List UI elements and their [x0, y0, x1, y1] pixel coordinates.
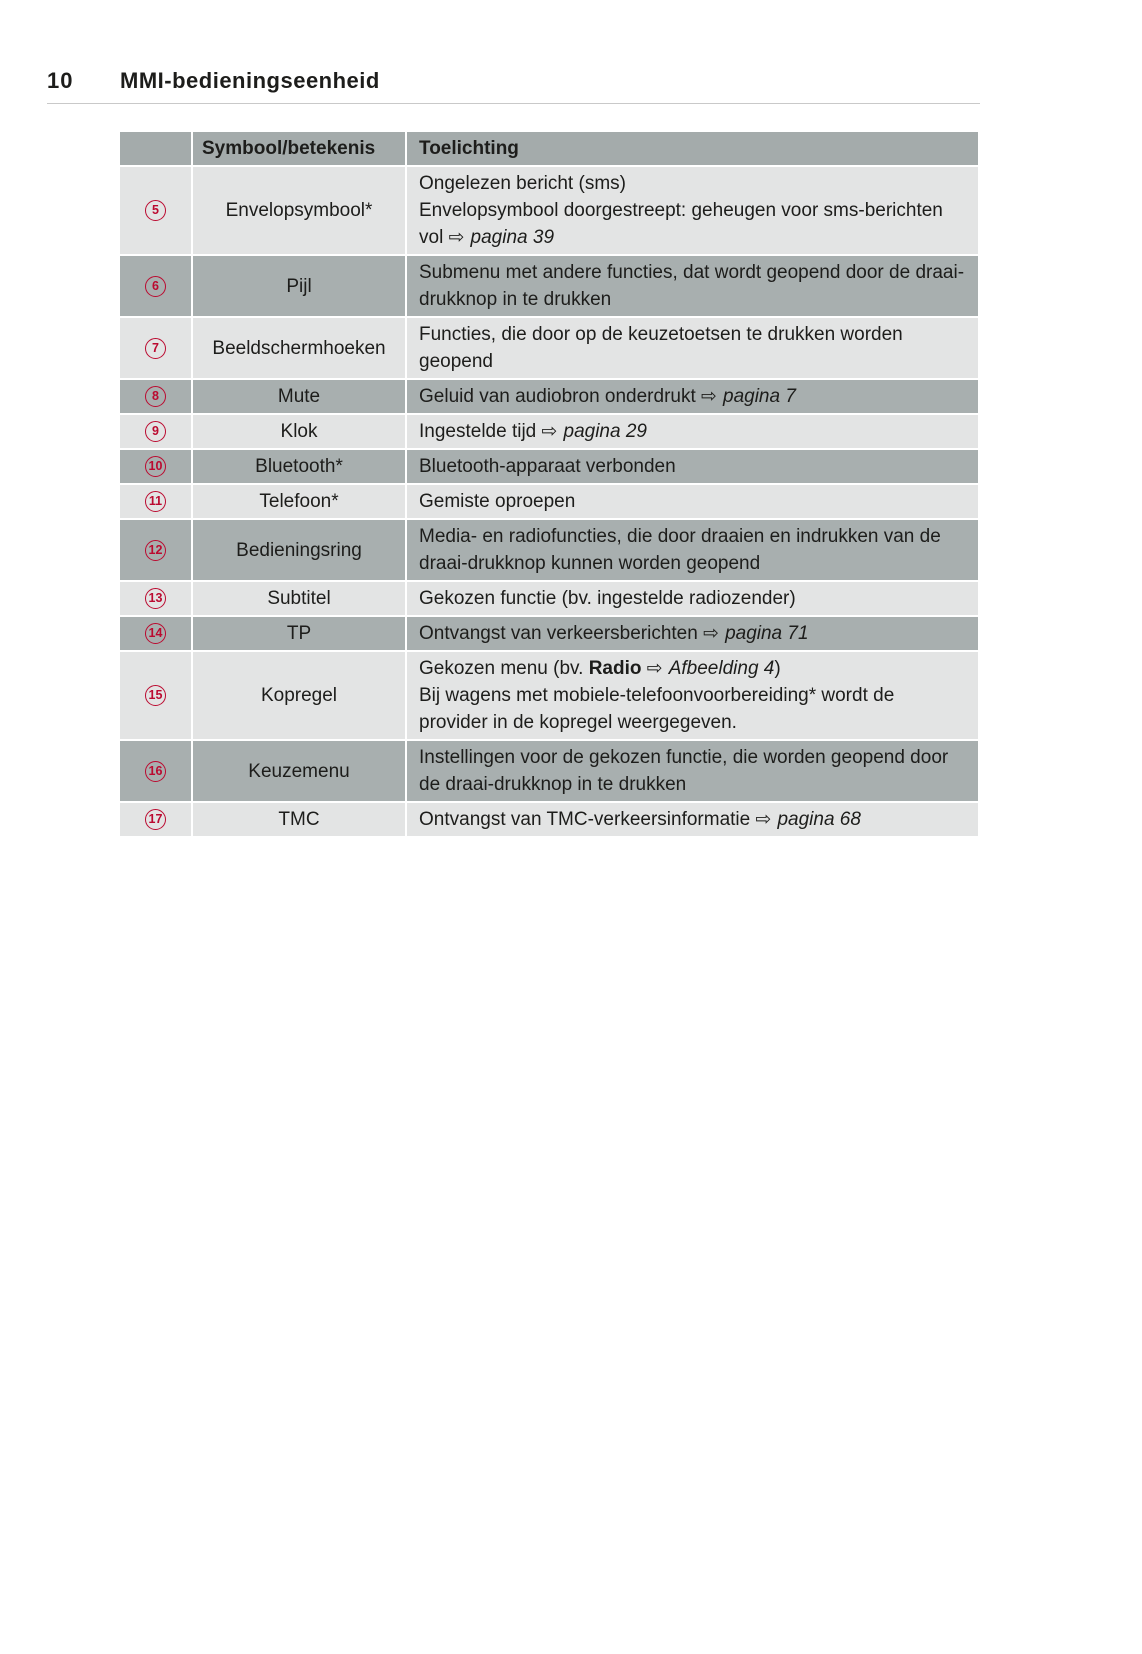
description-cell [407, 582, 978, 615]
table-row [120, 415, 978, 448]
page-reference: pagina 71 [725, 623, 809, 644]
table-row [120, 803, 978, 836]
page-reference-arrow-icon: ⇨ [541, 420, 564, 442]
row-number-cell [120, 380, 191, 413]
table-row [120, 256, 978, 316]
description-cell [407, 256, 978, 316]
symbol-cell: Telefoon* [193, 485, 405, 518]
page-reference-arrow-icon: ⇨ [701, 385, 723, 407]
description-line [419, 585, 796, 612]
row-number-cell [120, 415, 191, 448]
description-line [419, 682, 966, 736]
table-row [120, 450, 978, 483]
row-number-badge: 13 [145, 588, 166, 609]
table-row [120, 520, 978, 580]
row-number-cell [120, 741, 191, 801]
page-reference: pagina 68 [777, 809, 861, 830]
description-cell [407, 380, 978, 413]
description-text: Ontvangst van verkeersberichten [419, 623, 704, 644]
description-line [419, 744, 966, 798]
row-number-badge: 6 [145, 276, 166, 297]
row-number-cell [120, 450, 191, 483]
symbol-cell: Beeldschermhoeken [193, 318, 405, 378]
description-cell [407, 415, 978, 448]
symbol-cell: Kopregel [193, 652, 405, 739]
table-row [120, 318, 978, 378]
row-number-cell [120, 803, 191, 836]
description-text: Ontvangst van TMC-verkeersinformatie [419, 809, 756, 830]
table-row [120, 652, 978, 739]
row-number-badge: 14 [145, 623, 166, 644]
table-header-row [120, 132, 978, 165]
description-line [419, 418, 647, 445]
description-line [419, 655, 966, 682]
row-number-cell [120, 318, 191, 378]
column-header-description: Toelichting [407, 132, 978, 165]
row-number-badge: 7 [145, 338, 166, 359]
row-number-cell [120, 256, 191, 316]
description-text: Bluetooth-apparaat verbonden [419, 456, 676, 477]
page-reference: pagina 7 [723, 386, 796, 407]
table-row [120, 582, 978, 615]
description-text: Radio [588, 658, 642, 679]
row-number-badge: 15 [145, 685, 166, 706]
symbol-cell: Bedieningsring [193, 520, 405, 580]
row-number-badge: 10 [145, 456, 166, 477]
page-header [0, 0, 1142, 94]
row-number-cell [120, 652, 191, 739]
symbol-cell: TP [193, 617, 405, 650]
description-text: Gekozen functie (bv. ingestelde radiozender) [419, 588, 796, 609]
description-text: Geluid van audiobron onderdrukt [419, 386, 702, 407]
table-row [120, 617, 978, 650]
row-number-cell [120, 582, 191, 615]
page-reference-arrow-icon: ⇨ [646, 657, 669, 679]
symbol-cell: Pijl [193, 256, 405, 316]
description-line [419, 197, 966, 251]
description-cell [407, 652, 978, 739]
symbol-cell: Mute [193, 380, 405, 413]
row-number-cell [120, 520, 191, 580]
table-row [120, 167, 978, 254]
page-reference: Afbeelding 4 [668, 658, 775, 679]
page-reference-arrow-icon: ⇨ [755, 808, 778, 830]
symbol-table [120, 132, 978, 836]
description-cell [407, 485, 978, 518]
symbol-cell: Envelopsymbool* [193, 167, 405, 254]
description-text: Submenu met andere functies, dat wordt geopend door de draai-drukknop in te drukken [419, 262, 965, 310]
row-number-cell [120, 617, 191, 650]
description-line [419, 170, 966, 197]
page-reference: pagina 39 [470, 227, 555, 248]
description-text: Ingestelde tijd [419, 421, 542, 442]
table-row [120, 741, 978, 801]
description-cell [407, 318, 978, 378]
symbol-cell: TMC [193, 803, 405, 836]
description-line [419, 620, 809, 647]
row-number-badge: 8 [145, 386, 166, 407]
row-number-badge: 12 [145, 540, 166, 561]
description-text: Ongelezen bericht (sms) [419, 173, 626, 194]
page-reference: pagina 29 [563, 421, 647, 442]
description-text: Bij wagens met mobiele-telefoonvoorbereiding* wordt de provider in de kopregel weergegeven. [419, 685, 895, 733]
symbol-cell: Keuzemenu [193, 741, 405, 801]
description-cell [407, 167, 978, 254]
header-rule [47, 103, 980, 104]
row-number-badge: 16 [145, 761, 166, 782]
description-text: Media- en radiofuncties, die door draaien en indrukken van de draai-drukknop kunnen worden geopend [419, 526, 941, 574]
table-row [120, 485, 978, 518]
row-number-badge: 11 [145, 491, 166, 512]
row-number-cell [120, 485, 191, 518]
description-text: Envelopsymbool doorgestreept: geheugen voor sms-berichten vol [419, 200, 943, 248]
description-cell [407, 520, 978, 580]
row-number-badge: 17 [145, 809, 166, 830]
description-text: Gekozen menu (bv. [419, 658, 589, 679]
row-number-badge: 5 [145, 200, 166, 221]
description-line [419, 488, 575, 515]
description-cell [407, 450, 978, 483]
column-header-number [120, 132, 191, 165]
description-text: Gemiste oproepen [419, 491, 576, 512]
table-row [120, 380, 978, 413]
column-header-symbol: Symbool/betekenis [193, 132, 405, 165]
page-title: MMI-bedieningseenheid [120, 68, 380, 93]
description-line [419, 806, 861, 833]
row-number-badge: 9 [145, 421, 166, 442]
symbol-cell: Bluetooth* [193, 450, 405, 483]
description-line [419, 259, 966, 313]
description-text: Instellingen voor de gekozen functie, die worden geopend door de draai-drukknop in te drukken [419, 747, 949, 795]
description-cell [407, 617, 978, 650]
page-number: 10 [47, 68, 74, 93]
description-line [419, 523, 966, 577]
description-text: Functies, die door op de keuzetoetsen te drukken worden geopend [419, 324, 903, 372]
description-text: ) [774, 658, 781, 679]
page-reference-arrow-icon: ⇨ [448, 226, 471, 248]
page-reference-arrow-icon: ⇨ [703, 622, 726, 644]
description-line [419, 453, 676, 480]
description-cell [407, 803, 978, 836]
symbol-cell: Subtitel [193, 582, 405, 615]
row-number-cell [120, 167, 191, 254]
description-cell [407, 741, 978, 801]
description-line [419, 383, 796, 410]
description-line [419, 321, 966, 375]
symbol-cell: Klok [193, 415, 405, 448]
